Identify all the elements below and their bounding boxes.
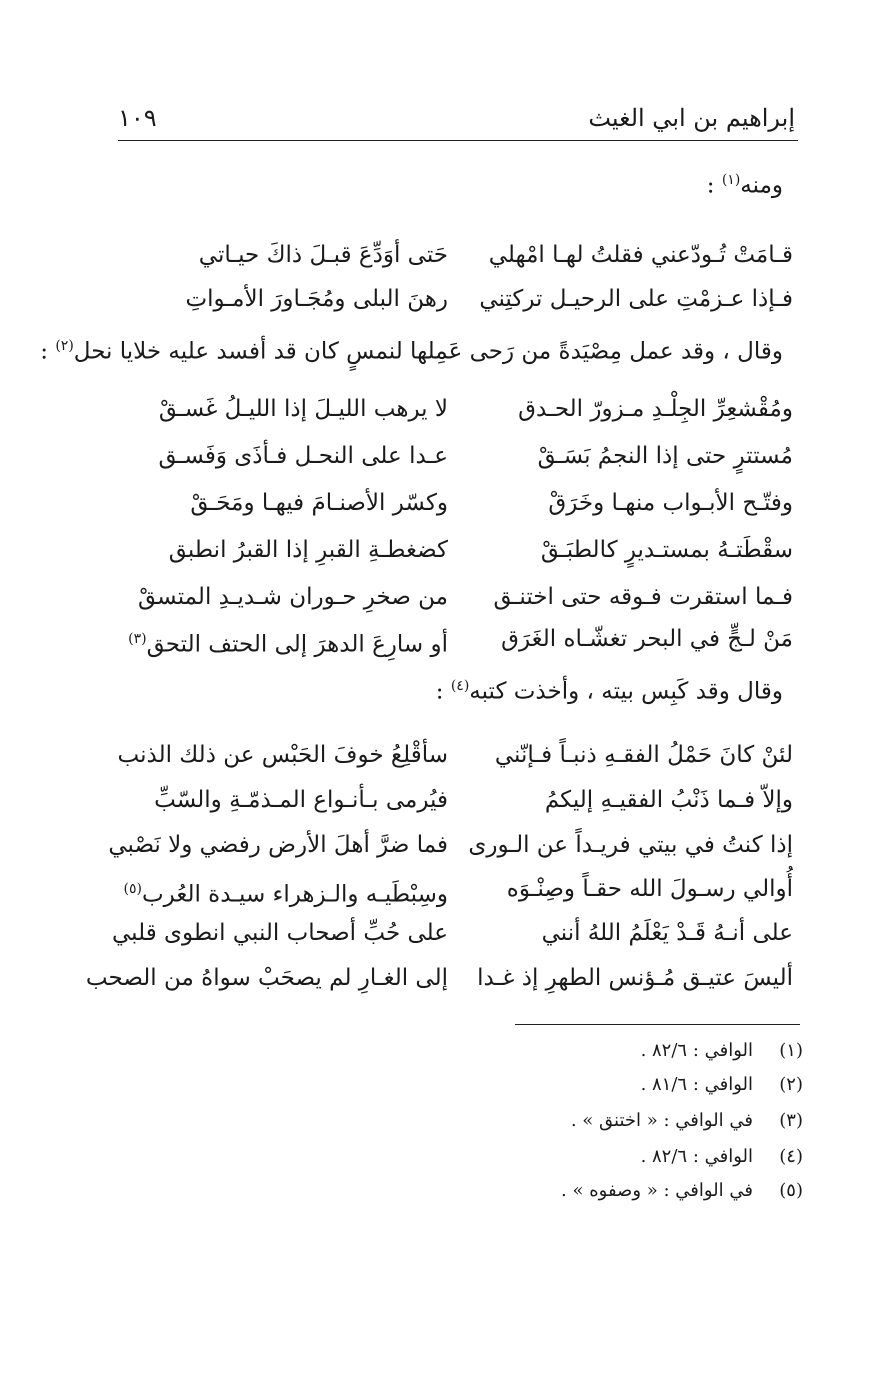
footnote: [503, 1040, 803, 1074]
verse-first-hemistich: أليسَ عتيـق مُـؤنس الطهرِ إذ غـدا: [477, 965, 793, 991]
footnote: [503, 1074, 803, 1108]
intro-text: وقال ، وقد عمل مِصْيَدةً من رَحى عَمِلها لنمسٍ كان قد أفسد عليه خلايا نحل: [73, 338, 783, 365]
verse-second-hemistich: وكسّر الأصنـامَ فيهـا ومَحَـقْ: [190, 490, 448, 516]
footnote-text: الوافي : ٨١/٦ .: [640, 1074, 753, 1095]
running-title: إبراهيم بن ابي الغيث: [588, 104, 795, 132]
verse-first-hemistich: فـما استقرت فـوقه حتى اختنـق: [493, 584, 793, 610]
section-intro: [40, 338, 783, 365]
verse-second-hemistich: [118, 616, 448, 668]
verse-line: [0, 616, 873, 662]
footnote-marker: (٥): [123, 881, 142, 897]
hemistich-text: أو سارِعَ الدهرَ إلى الحتف التحق: [146, 631, 448, 658]
verse-line: [0, 433, 873, 479]
footnote-text: في الوافي : « اختنق » .: [570, 1110, 753, 1131]
footnote-number: (٢): [779, 1074, 803, 1095]
verse-first-hemistich: إذا كنتُ في بيتي فريـداً عن الـورى: [468, 832, 793, 858]
footnote-rule: [515, 1024, 800, 1025]
header-rule: [118, 140, 798, 141]
footnote-number: (٣): [779, 1110, 803, 1131]
verse-second-hemistich: من صخرِ حـوران شـديـدِ المتسقْ: [138, 584, 448, 610]
verse-line: [0, 276, 873, 322]
section-intro: [436, 678, 783, 705]
verse-second-hemistich: كضغطـةِ القبرِ إذا القبرُ انطبق: [168, 537, 448, 563]
verse-second-hemistich: فما ضرَّ أهلَ الأرض رفضي ولا نَصْبي: [108, 832, 448, 858]
verse-line: [0, 527, 873, 573]
verse-line: [0, 910, 873, 956]
hemistich-text: وسِبْطَيـه والـزهراء سيـدة العُرب: [142, 881, 448, 908]
verse-line: [0, 955, 873, 1001]
footnote: [503, 1110, 803, 1144]
verse-second-hemistich: فيُرمى بـأنـواع المـذمّـةِ والسّبِّ: [154, 787, 448, 813]
verse-second-hemistich: عـدا على النحـل فـأذَى وَفَسـق: [158, 443, 448, 469]
verse-second-hemistich: سأقْلِعُ خوفَ الحَبْس عن ذلك الذنب: [117, 742, 448, 768]
verse-line: [0, 777, 873, 823]
verse-line: [0, 480, 873, 526]
section-intro: [707, 172, 783, 199]
intro-colon: :: [706, 172, 722, 199]
intro-colon: :: [40, 338, 56, 365]
verse-first-hemistich: على أنـهُ قَـدْ يَعْلَمُ اللهُ أنني: [541, 920, 793, 946]
verse-line: [0, 232, 873, 278]
page-number: ١٠٩: [118, 104, 157, 132]
verse-line: [0, 822, 873, 868]
verse-second-hemistich: لا يرهب الليـلَ إذا الليـلُ غَسـقْ: [158, 396, 448, 422]
verse-first-hemistich: أُوالي رسـولَ الله حقـاً وصِنْـوَه: [506, 876, 793, 902]
footnote-number: (١): [779, 1040, 803, 1061]
intro-text: ومنه: [740, 172, 783, 199]
verse-first-hemistich: سقْطَتـهُ بمستـديرٍ كالطبَـقْ: [540, 537, 793, 563]
verse-first-hemistich: وإلاّ فـما ذَنْبُ الفقيـهِ إليكمُ: [544, 787, 793, 813]
verse-line: [0, 732, 873, 778]
verse-second-hemistich: إلى الغـارِ لم يصحَبْ سواهُ من الصحب: [85, 965, 448, 991]
verse-first-hemistich: قـامَتْ تُـودّعني فقلتُ لهـا امْهلي: [488, 242, 793, 268]
verse-first-hemistich: مَنْ لـجٍّ في البحر تغشّـاه الغَرَق: [501, 626, 793, 652]
verse-second-hemistich: رهنَ البلى ومُجَـاورَ الأمـواتِ: [185, 286, 448, 312]
verse-second-hemistich: على حُبِّ أصحاب النبي انطوى قلبي: [111, 920, 448, 946]
footnote-marker: (١): [721, 172, 741, 188]
footnote: [503, 1146, 803, 1180]
verse-second-hemistich: حَتى أوَدِّعَ قبـلَ ذاكَ حيـاتي: [198, 242, 448, 268]
footnote-marker: (٢): [55, 338, 74, 354]
verse-line: [0, 574, 873, 620]
verse-first-hemistich: فـإذا عـزمْتِ على الرحيـل تركتِني: [479, 286, 793, 312]
footnote-number: (٤): [779, 1146, 803, 1167]
footnote-marker: (٤): [450, 678, 470, 694]
footnote-text: الوافي : ٨٢/٦ .: [640, 1146, 753, 1167]
verse-first-hemistich: وفتّـح الأبـواب منهـا وخَرَقْ: [548, 490, 793, 516]
verse-first-hemistich: ومُقْشعِرِّ الجِلْـدِ مـزورّ الحـدق: [518, 396, 793, 422]
verse-line: [0, 866, 873, 912]
footnote: [503, 1180, 803, 1214]
footnote-marker: (٣): [128, 631, 147, 647]
footnote-number: (٥): [779, 1180, 803, 1201]
intro-text: وقال وقد كَبِس بيته ، وأخذت كتبه: [469, 678, 783, 705]
verse-first-hemistich: مُستترٍ حتى إذا النجمُ بَسَـقْ: [537, 443, 793, 469]
verse-line: [0, 386, 873, 432]
footnote-text: في الوافي : « وصفوه » .: [561, 1180, 753, 1201]
verse-first-hemistich: لئنْ كانَ حَمْلُ الفقـهِ ذنبـاً فـإنّني: [494, 742, 793, 768]
intro-colon: :: [435, 678, 451, 705]
footnote-text: الوافي : ٨٢/٦ .: [640, 1040, 753, 1061]
